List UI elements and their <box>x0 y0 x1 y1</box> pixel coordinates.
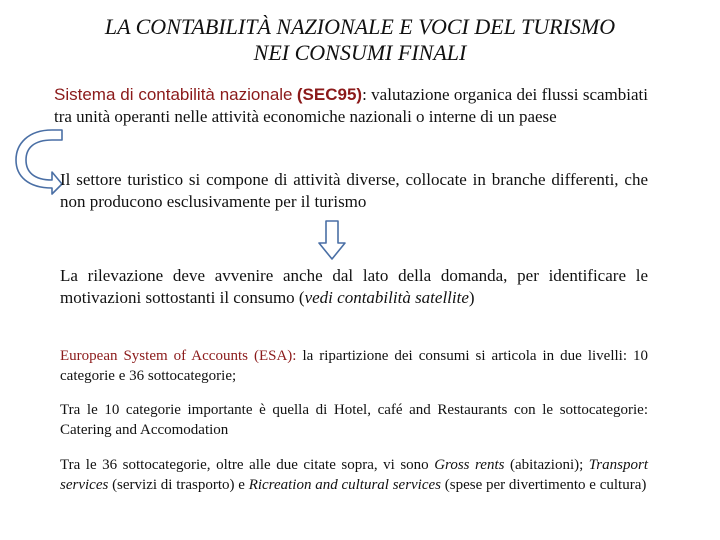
rilevazione-text: La rilevazione deve avvenire anche dal lato della domanda, per identificare le motivazioni sottostanti il consumo ( <box>60 266 648 307</box>
settore-paragraph: Il settore turistico si compone di attività diverse, collocate in branche differenti, che non producono esclusivamente per il turismo <box>60 170 648 211</box>
rilevazione-close: ) <box>468 288 475 307</box>
title-line-1: LA CONTABILITÀ NAZIONALE E VOCI DEL TURISMO <box>104 14 616 39</box>
sottocategorie-paragraph <box>60 455 648 495</box>
esa-text: la ripartizione dei consumi si articola in due livelli: 10 categorie e 36 sottocategorie; <box>60 348 648 384</box>
sottocat-text-3: (servizi di trasporto) e <box>108 477 249 493</box>
esa-term: European System of Accounts (ESA): <box>60 348 297 364</box>
sottocat-text-1: Tra le 36 sottocategorie, oltre alle due citate sopra, vi sono <box>60 457 435 473</box>
rilevazione-italic: vedi contabilità satellite <box>304 288 469 307</box>
esa-paragraph <box>60 346 648 386</box>
down-arrow-icon <box>318 219 346 261</box>
gross-rents: Gross rents <box>434 457 505 473</box>
page-title <box>40 14 680 66</box>
sottocat-text-2: (abitazioni); <box>504 457 589 473</box>
curved-arrow-icon <box>12 126 64 196</box>
sottocat-text-4: (spese per divertimento e cultura) <box>441 477 647 493</box>
sec95-text: : valutazione organica dei flussi scambiati tra unità operanti nelle attività economiche nazionali o interne di un paese <box>54 85 648 126</box>
rilevazione-paragraph <box>60 265 648 309</box>
ricreation-services: Ricreation and cultural services <box>248 477 442 493</box>
sec95-paragraph <box>54 84 648 128</box>
transport-services: Transport services <box>60 457 648 493</box>
sec95-term: Sistema di contabilità nazionale <box>54 85 293 104</box>
sec95-code: (SEC95) <box>296 85 363 104</box>
hotel-paragraph: Tra le 10 categorie importante è quella di Hotel, café and Restaurants con le sottocategorie: Catering and Accomodation <box>60 402 648 438</box>
title-line-2: NEI CONSUMI FINALI <box>253 40 467 65</box>
